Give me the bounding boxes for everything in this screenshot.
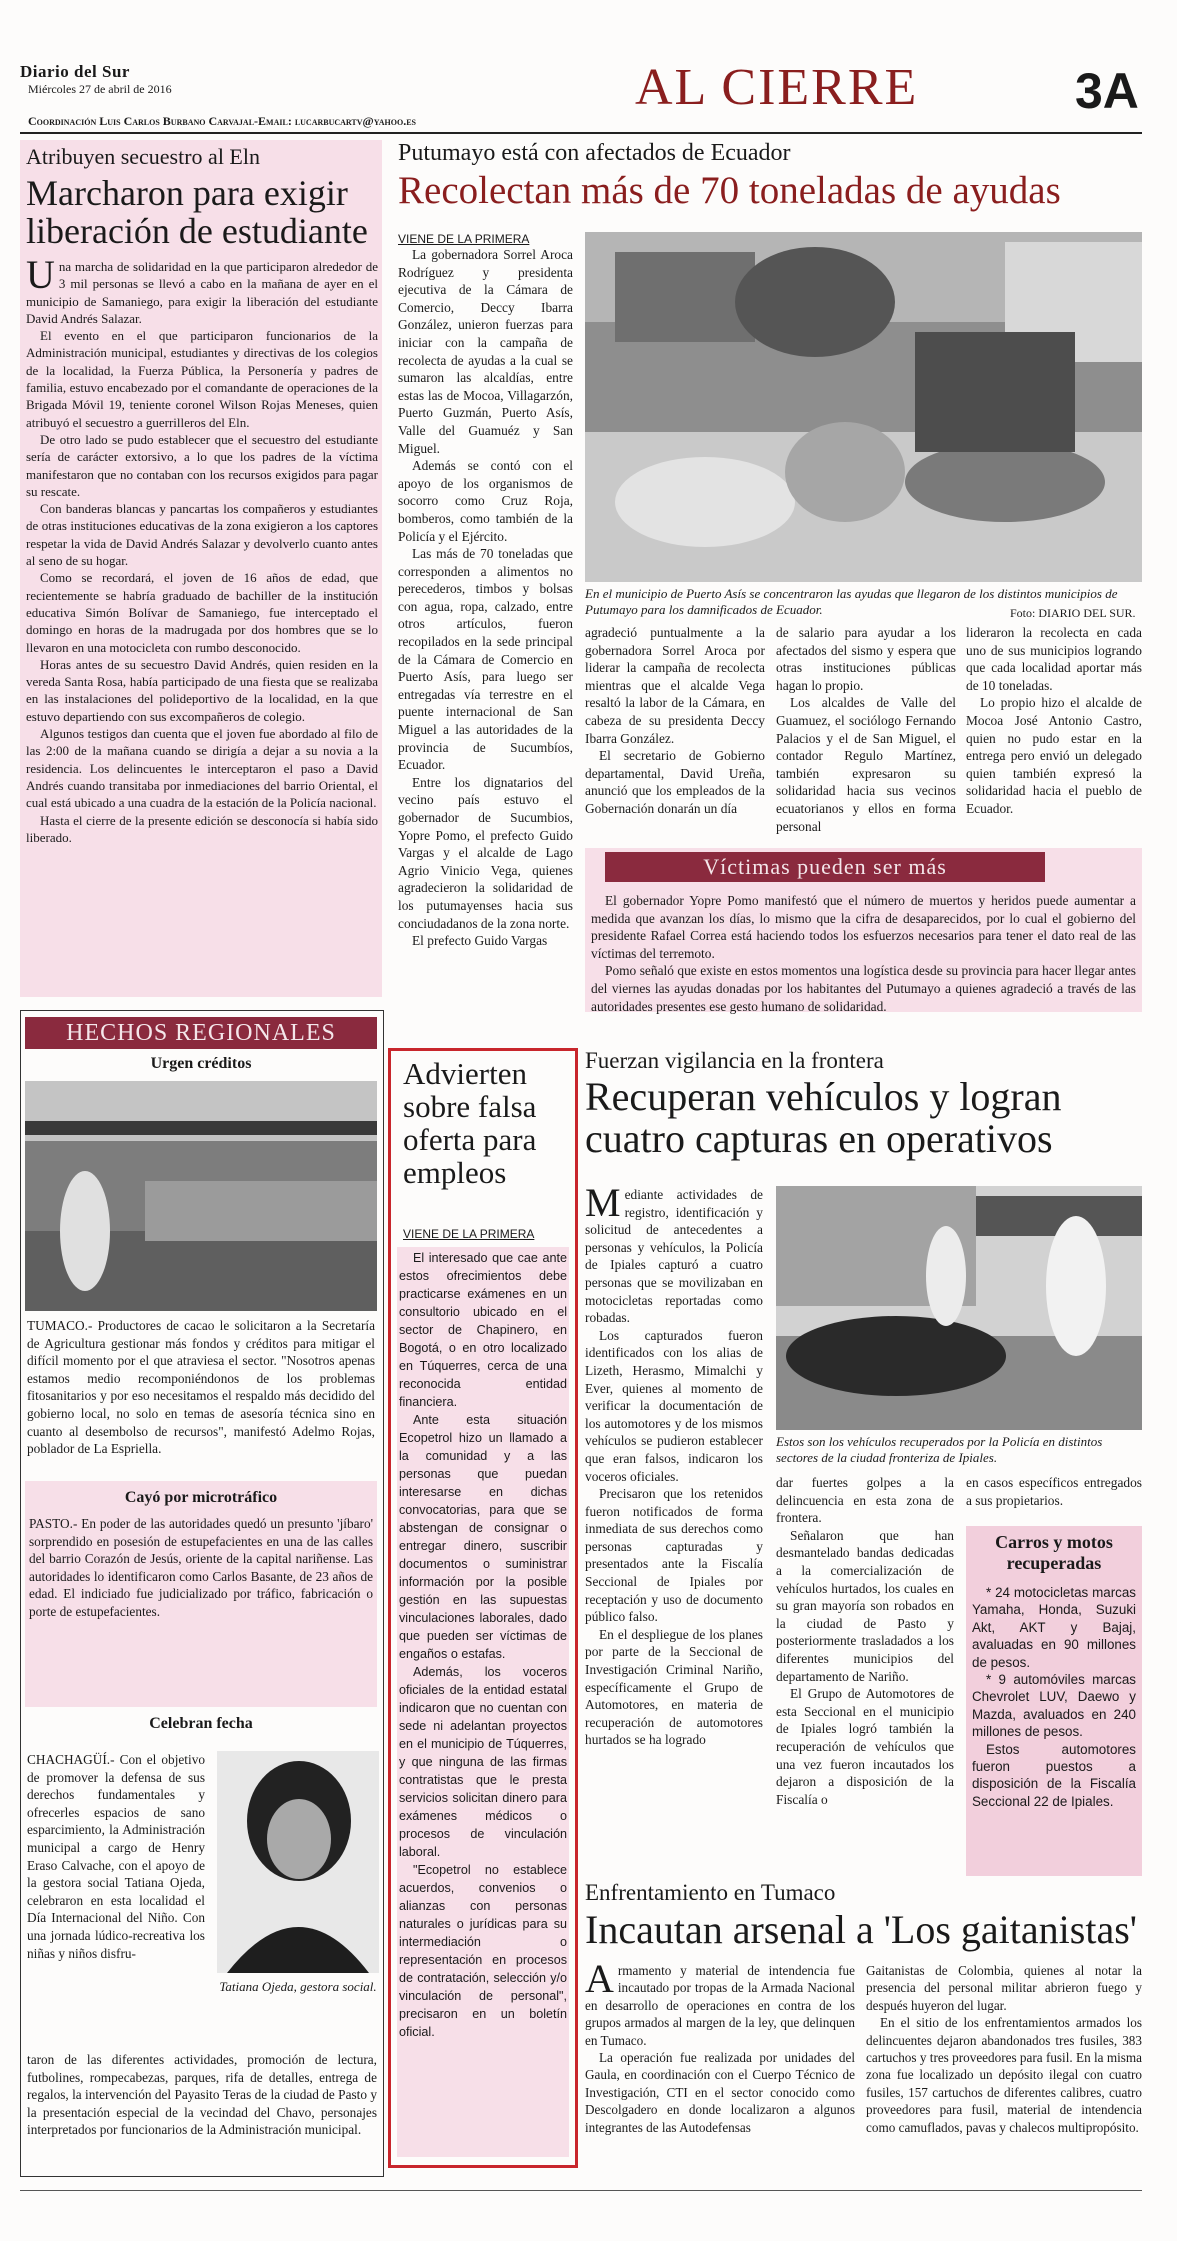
paragraph: dar fuertes golpes a la delincuencia en esta zona de frontera. bbox=[776, 1475, 954, 1526]
item-text: PASTO.- En poder de las autoridades quedó un presunto 'jíbaro' sorprendido en posesión de estupefacientes en una de las calles del barrio Corazón de Jesús, oriente de la capital nariñense. Las autoridades lo identificaron como Carlos Basante, de 23 años de edad. El indiciado fue judicializado por tráfico, fabricación o porte de estupefacientes. bbox=[29, 1516, 373, 1619]
article-headline: Advierten sobre falsa oferta para empleos bbox=[403, 1056, 537, 1190]
item-title: Cayó por microtráfico bbox=[124, 1489, 278, 1506]
advierten-box bbox=[388, 1048, 578, 2168]
aid-photo-image bbox=[585, 232, 1142, 582]
article-column bbox=[866, 1962, 1142, 2136]
regional-news-box bbox=[20, 1010, 384, 2177]
article-column bbox=[776, 1474, 954, 1808]
victims-body bbox=[591, 892, 1136, 1015]
photo-credit: Foto: DIARIO DEL SUR. bbox=[1010, 606, 1136, 620]
continued-from-front: VIENE DE LA PRIMERA bbox=[403, 1227, 535, 1241]
paragraph: Señalaron que han desmantelado bandas dedicadas a la comercialización de vehículos hurtados, los cuales en su gran mayoría son robados en la ciudad de Pasto y posteriormente trasladados a los diferentes municipios del departamento de Nariño. bbox=[776, 1527, 954, 1684]
paragraph: El prefecto Guido Vargas bbox=[412, 933, 548, 949]
victims-title: Víctimas pueden ser más bbox=[605, 852, 1045, 882]
masthead-rule bbox=[20, 132, 1142, 134]
sidebar-body bbox=[966, 1580, 1142, 1814]
article-kicker: Putumayo está con afectados de Ecuador bbox=[398, 140, 791, 166]
photo-caption: Estos son los vehículos recuperados por la Policía en distintos sectores de la ciudad fronteriza de Ipiales. bbox=[776, 1434, 1103, 1465]
paragraph: El interesado que cae ante estos ofrecimientos debe practicarse exámenes en un consultorio ubicado en el sector de Chapinero, en Bogotá, o en otro localizado en Túquerres, cerca de una reconocida entidad financiera. bbox=[399, 1251, 567, 1409]
vehicles-photo-image bbox=[776, 1186, 1142, 1430]
article-headline: Recuperan vehículos y logran cuatro capturas en operativos bbox=[585, 1074, 1062, 1161]
paragraph: En el despliegue de los planes por parte de la Seccional de Investigación Criminal Nariño, específicamente el Grupo de Automotores, en materia de recuperación de automotores hurtados se ha logrado bbox=[585, 1626, 763, 1748]
paragraph: Gaitanistas de Colombia, quienes al notar la presencia del personal militar abrieron fuego y después huyeron del lugar. bbox=[866, 1963, 1142, 2013]
paragraph: Algunos testigos dan cuenta que el joven fue abordado al filo de las 2:00 de la mañana cuando se dirigía a dejar a su novia a la residencia. Los delincuentes le interceptaron el paso a David Andrés cuando transitaba por inmediaciones del barrio Oriental, el cual está ubicado a una cuadra de la estación de la Policía nacional. bbox=[26, 726, 378, 811]
paragraph: ediante actividades de registro, identificación y solicitud de antecedentes a personas y vehículos, la Policía de Ipiales capturó a cuatro personas que se movilizaban en motocicletas reportadas como robadas. bbox=[585, 1187, 763, 1326]
section-title: AL CIERRE bbox=[635, 59, 919, 116]
paragraph: Horas antes de su secuestro David Andrés, quien residen en la vereda Santa Rosa, había participado de una fiesta que se realizaba en las instalaciones del polideportivo de la localidad, en la que estuvo departiendo con sus excompañeros de colegio. bbox=[26, 656, 378, 724]
item-title: Celebran fecha bbox=[149, 1715, 253, 1732]
paragraph: Hasta el cierre de la presente edición se desconocía si había sido liberado. bbox=[26, 812, 378, 845]
article-column bbox=[585, 1180, 763, 1749]
article-body bbox=[26, 252, 378, 846]
item-text: CHACHAGÜÍ.- Con el objetivo de promover la defensa de sus derechos fundamentales y ofrecerles espacios de sano esparcimiento, la Administración municipal a cargo de Henry Eraso Calvache, con el apoyo de la gestora social Tatiana Ojeda, celebraron en esta localidad el Día Internacional del Niño. Con una jornada lúdico-recreativa los niñas y niños disfru- bbox=[27, 1752, 205, 1961]
portrait-photo bbox=[217, 1751, 379, 1973]
list-item: * 9 automóviles marcas Chevrolet LUV, Daewo y Mazda, avaluados en 240 millones de pesos. bbox=[972, 1672, 1136, 1740]
paragraph: Además se contó con el apoyo de los organismos de socorro como Cruz Roja, bomberos, como también de la Policía y el Ejército. bbox=[398, 458, 573, 544]
item-text: taron de las diferentes actividades, promoción de lectura, futbolines, rompecabezas, parques, rifa de detalles, entrega de regalos, la intervención del Payasito Teras de la ciudad de Pasto y la presentación especial de la vecindad del Chavo, personajes interpretados por funcionarios de la Administración municipal. bbox=[27, 2052, 377, 2138]
paragraph: El evento en el que participaron funcionarios de la Administración municipal, estudiantes y directivas de los colegios de la localidad, la Fuerza Pública, la Personería y padres de familia, estuvo encabezado por el comandante de operaciones de la Brigada Móvil 19, teniente coronel Wilson Rojas Meneses, quien atribuyó el secuestro a guerrilleros del Eln. bbox=[26, 328, 378, 430]
continued-from-front: VIENE DE LA PRIMERA bbox=[398, 232, 530, 246]
victims-box bbox=[585, 848, 1142, 1012]
paragraph: Con banderas blancas y pancartas los compañeros y estudiantes de otras instituciones educativas de la zona exigieron a los captores respetar la vida de David Andrés Salazar y devolverlo cuanto antes al seno de su hogar. bbox=[26, 501, 378, 569]
advierten-body bbox=[397, 1247, 569, 2157]
paragraph: Las más de 70 toneladas que corresponden a alimentos no perecederos, timbos y bolsas con agua, ropa, calzado, entre otros artículos, fueron recopilados en la sede principal de la Cámara de Comercio en Puerto Asís, para luego ser entregadas vía terrestre en el puente internacional de San Miguel a las autoridades de la provincia de Sucumbíos, Ecuador. bbox=[398, 546, 573, 773]
page-number: 3A bbox=[1075, 63, 1139, 119]
article-kicker: Enfrentamiento en Tumaco bbox=[585, 1880, 836, 1905]
paragraph: "Ecopetrol no establece acuerdos, convenios o alianzas con personas naturales o jurídicas para su intermediación o representación en procesos de contratación, selección y/o vinculación de personal", precisaron en un boletín oficial. bbox=[399, 1863, 567, 2039]
item-text: TUMACO.- Productores de cacao le solicitaron a la Secretaría de Agricultura gestionar más fondos y créditos para mitigar el difícil momento por el que atraviesa el sector. "Nosotros apenas estamos medio recomponiéndonos de los problemas fitosanitarios y por eso necesitamos el respaldo más decidido del gobierno local, no solo en temas de asesoría técnica sino en cuanto al desembolso de recursos", manifestó Adelmo Rojas, poblador de La Espriella. bbox=[27, 1318, 375, 1457]
cacao-photo-image bbox=[25, 1081, 377, 1311]
paragraph: Los capturados fueron identificados con los alias de Lizeth, Herasmo, Mimalchi y Ever, quienes al momento de verificar la documentación de los automotores y de los mismos vehículos se pudieron establecer que eran falsos, indicaron los voceros oficiales. bbox=[585, 1327, 763, 1484]
article-column bbox=[776, 624, 956, 835]
paragraph: El Grupo de Automotores de esta Seccional en el municipio de Ipiales logró también la recuperación de vehículos que una vez fueron incautados los dejaron a disposición de la Fiscalía o bbox=[776, 1686, 954, 1807]
dropcap: M bbox=[585, 1180, 621, 1225]
paragraph: El secretario de Gobierno departamental, David Ureña, anunció que los empleados de la Gobernación donarán un día bbox=[585, 748, 765, 816]
paragraph: Entre los dignatarios del vecino país estuvo el gobernador de Sucumbios, Yopre Pomo, el prefecto Guido Vargas y el alcalde de Lago Agrio Vinicio Vega, quienes agradecieron la solidaridad de los putumayenses hacia sus conciudadanos de la zona norte. bbox=[398, 774, 573, 931]
article-kicker: Fuerzan vigilancia en la frontera bbox=[585, 1048, 884, 1073]
paragraph: Pomo señaló que existe en estos momentos una logística desde su provincia para hacer llegar antes del viernes las ayudas donadas por los habitantes del Putumayo a quienes agradeció a través de las autoridades presentes ese gesto humano de solidaridad. bbox=[591, 963, 1136, 1014]
dropcap: A bbox=[585, 1956, 614, 2001]
article-column bbox=[398, 232, 573, 950]
paragraph: De otro lado se pudo establecer que el secuestro del estudiante sería de carácter extorsivo, a lo que los padres de la víctima manifestaron que no contaban con los recursos exigidos para pagar su rescate. bbox=[26, 431, 378, 499]
paragraph: La gobernadora Sorrel Aroca Rodríguez y presidenta ejecutiva de la Cámara de Comercio, Deccy Ibarra González, unieron fuerzas para iniciar con la campaña de recolecta de ayudas a la cual se sumaron las alcaldías, entre estas las de Mocoa, Villagarzón, Puerto Guzmán, Puerto Asís, Valle del Guamuéz y San Miguel. bbox=[398, 247, 573, 456]
article-secuestro bbox=[20, 140, 382, 997]
paragraph: agradeció puntualmente a la gobernadora Sorrel Aroca por liderar la campaña de recolecta mientras que el alcalde Vega resaltó la labor de la Cámara, en cabeza de su presidenta Deccy Ibarra González. bbox=[585, 625, 765, 746]
paragraph: Lo propio hizo el alcalde de Mocoa José Antonio Castro, quien no pudo estar en la entrega pero envió un delegado quien también expresó la solidaridad hacia el pueblo de Ecuador. bbox=[966, 695, 1142, 816]
dropcap: U bbox=[26, 252, 55, 297]
list-item: Estos automotores fueron puestos a disposición de la Fiscalía Seccional 22 de Ipiales. bbox=[972, 1741, 1136, 1809]
paragraph: na marcha de solidaridad en la que participaron alrededor de 3 mil personas se llevó a cabo en la mañana de ayer en el municipio de Samaniego, para exigir la liberación del estudiante David Andrés Salazar. bbox=[26, 259, 378, 326]
article-column bbox=[966, 1474, 1142, 1509]
article-headline: Marcharon para exigir liberación de estudiante bbox=[26, 173, 368, 251]
paragraph: Precisaron que los retenidos fueron notificados de forma inmediata de sus derechos como personas capturadas y presentados ante la Fiscalía Seccional de Ipiales por receptación y uso de documento público falso. bbox=[585, 1486, 763, 1625]
portrait-image bbox=[217, 1751, 379, 1973]
paragraph: lideraron la recolecta en cada uno de sus municipios logrando que cada localidad aportar más de 10 toneladas. bbox=[966, 625, 1142, 693]
paragraph: rmamento y material de intendencia fue incautado por tropas de la Armada Nacional en desarrollo de operaciones en contra de los grupos armados al margen de la ley, que delinquen en Tumaco. bbox=[585, 1963, 855, 2048]
regional-title: HECHOS REGIONALES bbox=[25, 1017, 377, 1049]
paragraph: La operación fue realizada por unidades del Gaula, en coordinación con el Cuerpo Técnico de Investigación, CTI en el sector conocido como Descolgadero en donde localizaron a algunos integrantes de las Autodefensas bbox=[585, 2050, 855, 2135]
article-column bbox=[966, 624, 1142, 818]
article-column bbox=[585, 1956, 855, 2136]
vehicles-photo bbox=[776, 1186, 1142, 1430]
newspaper-brand: Diario del Sur bbox=[20, 62, 130, 81]
article-headline: Incautan arsenal a 'Los gaitanistas' bbox=[585, 1907, 1137, 1952]
paragraph: en casos específicos entregados a sus propietarios. bbox=[966, 1475, 1142, 1508]
article-kicker: Atribuyen secuestro al Eln bbox=[26, 144, 260, 169]
article-headline: Recolectan más de 70 toneladas de ayudas bbox=[398, 169, 1061, 212]
portrait-caption: Tatiana Ojeda, gestora social. bbox=[219, 1979, 377, 1994]
coordinator-credit bbox=[28, 114, 416, 129]
recovered-sidebar bbox=[966, 1526, 1142, 1876]
coordinator-text: Coordinación Luis Carlos Burbano Carvajal-Email: lucarbucartv@yahoo.es bbox=[28, 114, 416, 128]
paragraph: Como se recordará, el joven de 16 años de edad, que recientemente se habría graduado de bachiller de la institución educativa Simón Bolívar de Samaniego, fue interceptado el domingo en horas de la madrugada por dos hombres que se lo llevaron en una motocicleta con rumbo desconocido. bbox=[26, 570, 378, 655]
article-column bbox=[585, 624, 765, 818]
item-title: Urgen créditos bbox=[150, 1055, 252, 1072]
cacao-photo bbox=[25, 1081, 377, 1311]
paragraph: En el sitio de los enfrentamientos armados los delincuentes dejaron abandonados tres fusiles, 383 cartuchos y tres proveedores para fusil. En la misma zona fue localizado un depósito ilegal con cuatro fusiles, 157 cartuchos de diferentes calibres, cuatro proveedores para fusil, material de intendencia como camuflados, pavas y chalecos multipropósito. bbox=[866, 2015, 1142, 2135]
issue-date: Miércoles 27 de abril de 2016 bbox=[28, 82, 172, 96]
paragraph: de salario para ayudar a los afectados del sismo y espera que otras instituciones públicas hagan lo propio. bbox=[776, 625, 956, 693]
sidebar-title: Carros y motos recuperadas bbox=[995, 1532, 1113, 1573]
microtrafico-box bbox=[25, 1481, 377, 1707]
footer-rule bbox=[20, 2190, 1142, 2191]
paragraph: El gobernador Yopre Pomo manifestó que el número de muertos y heridos puede aumentar a medida que avanzan los días, lo mismo que la cifra de desaparecidos, por lo cual el gobierno del presidente Rafael Correa está haciendo todos los esfuerzos necesarios para tener el dato real de las víctimas del terremoto. bbox=[591, 893, 1136, 961]
aid-photo bbox=[585, 232, 1142, 582]
paragraph: Ante esta situación Ecopetrol hizo un llamado a la comunidad y a las personas que puedan interesarse en dichas convocatorias, para que se abstengan de consignar o entregar dinero, suscribir documentos o suministrar información por la posible gestión en las supuestas vinculaciones laborales, dado que pueden ser víctimas de engaños o estafas. bbox=[399, 1413, 567, 1661]
photo-caption: En el municipio de Puerto Asís se concentraron las ayudas que llegaron de los distintos municipios de Putumayo para los damnificados de Ecuador. bbox=[585, 586, 1118, 617]
paragraph: Los alcaldes de Valle del Guamuez, el sociólogo Fernando Palacios y el de San Miguel, el contador Regulo Martínez, también expresaron su solidaridad hacia sus vecinos ecuatorianos y ellos en forma personal bbox=[776, 695, 956, 834]
list-item: * 24 motocicletas marcas Yamaha, Honda, Suzuki Akt, AKT y Bajaj, avaluadas en 90 millones de pesos. bbox=[972, 1585, 1136, 1670]
paragraph: Además, los voceros oficiales de la entidad estatal indicaron que no cuentan con sede ni adelantan proyectos en el municipio de Túquerres, y que ninguna de las firmas contratistas que le presta servicios solicitan dinero para exámenes médicos o procesos de vinculación laboral. bbox=[399, 1665, 567, 1859]
